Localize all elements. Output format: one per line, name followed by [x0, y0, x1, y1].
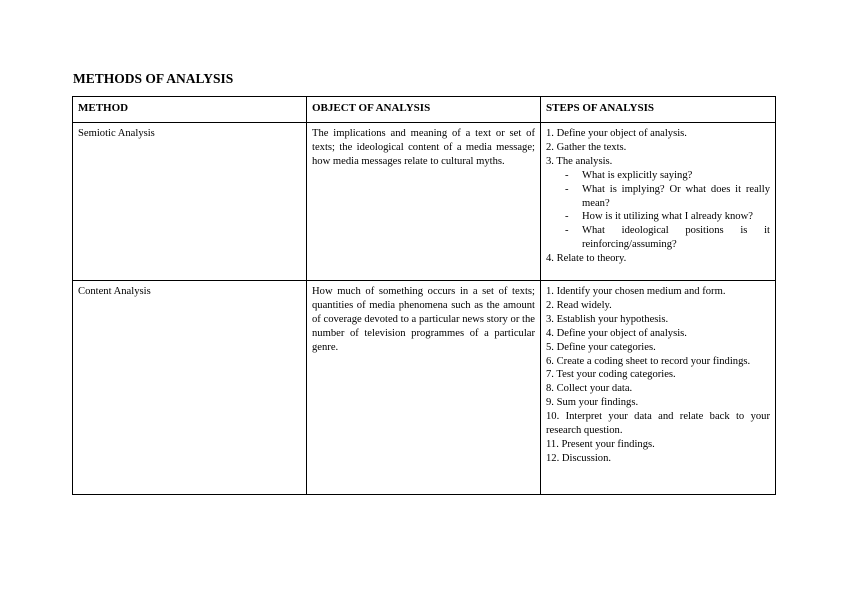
step-item: 11. Present your findings.: [546, 438, 655, 450]
methods-table: [72, 96, 776, 495]
step-item: 2. Read widely.: [546, 299, 612, 311]
step-item: 1. Define your object of analysis.: [546, 128, 687, 139]
step-item: 3. Establish your hypothesis.: [546, 313, 669, 325]
steps-cell: [541, 281, 776, 495]
header-method: METHOD: [73, 97, 307, 123]
table-row: [73, 281, 776, 495]
step-item: 2. Gather the texts.: [546, 141, 627, 153]
step-item: 7. Test your coding categories.: [546, 369, 676, 381]
step-item: 6. Create a coding sheet to record your findings.: [546, 355, 751, 367]
method-cell: Content Analysis: [73, 281, 307, 495]
page-title: METHODS OF ANALYSIS: [73, 71, 234, 86]
sub-step-list: [546, 169, 770, 252]
step-item: 5. Define your categories.: [546, 341, 656, 353]
step-item: 10. Interpret your data and relate back to your research question.: [546, 411, 770, 437]
steps-cell: [541, 123, 776, 281]
header-object-of-analysis: OBJECT OF ANALYSIS: [307, 97, 541, 123]
step-item: 12. Discussion.: [546, 452, 612, 464]
sub-step-item: - What ideological positions is it reinforcing/assuming?: [582, 224, 770, 252]
header-steps-of-analysis: STEPS OF ANALYSIS: [541, 97, 776, 123]
step-item: 1. Identify your chosen medium and form.: [546, 286, 726, 297]
sub-step-item: - What is explicitly saying?: [582, 169, 770, 183]
object-cell: How much of something occurs in a set of texts; quantities of media phenomena such as the amount of coverage devoted to a particular news story or the number of television programmes of a particular genre.: [307, 281, 541, 495]
step-item: 9. Sum your findings.: [546, 397, 639, 409]
table-row: [73, 123, 776, 281]
table-header-row: [73, 97, 776, 123]
sub-step-item: - How is it utilizing what I already know?: [582, 210, 770, 224]
step-item: 4. Define your object of analysis.: [546, 327, 687, 339]
step-item: 8. Collect your data.: [546, 383, 633, 395]
method-cell: Semiotic Analysis: [73, 123, 307, 281]
step-item: 4. Relate to theory.: [546, 253, 627, 265]
sub-step-item: - What is implying? Or what does it really mean?: [582, 183, 770, 211]
object-cell: The implications and meaning of a text or set of texts; the ideological content of a media message; how media messages relate to cultural myths.: [307, 123, 541, 281]
step-item: 3. The analysis.: [546, 155, 613, 167]
